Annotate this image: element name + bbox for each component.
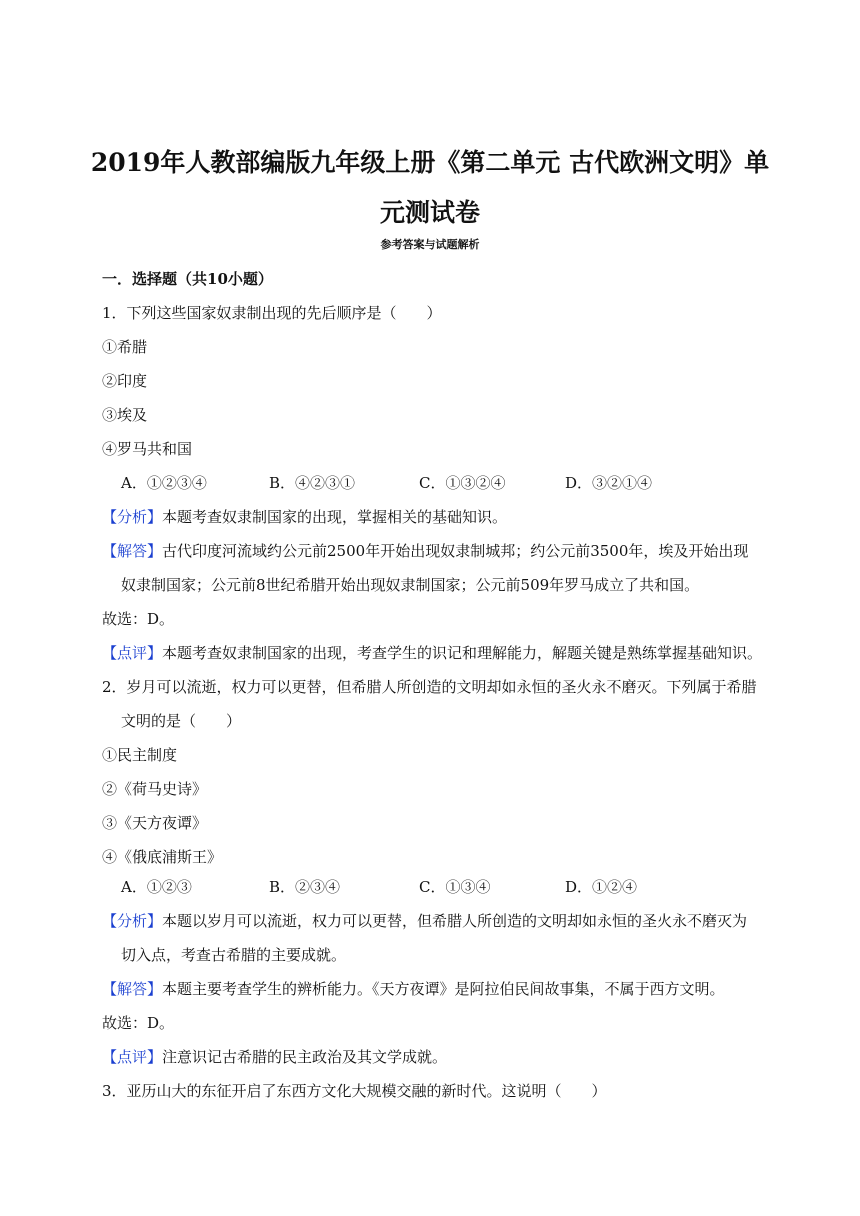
q2-comment [102, 1046, 447, 1067]
q1-stem: 1．下列这些国家奴隶制出现的先后顺序是（ ） [102, 304, 442, 322]
q2-comment-text: 注意识记古希腊的民主政治及其文学成就。 [162, 1048, 448, 1066]
title-line-1: 2019年人教部编版九年级上册《第二单元 古代欧洲文明》单 [90, 148, 770, 177]
q2-analysis-cont: 切入点，考查古希腊的主要成就。 [121, 946, 347, 964]
q2-item-3: ③《天方夜谭》 [102, 814, 208, 832]
q2-item-2: ②《荷马史诗》 [102, 780, 208, 798]
q1-analysis-text: 本题考查奴隶制国家的出现，掌握相关的基础知识。 [162, 508, 508, 526]
q1-option-b: B．④②③① [269, 474, 356, 492]
document-title [60, 138, 800, 238]
q1-analysis [102, 506, 507, 527]
section-heading: 一．选择题（共10小题） [102, 270, 273, 288]
q1-answer [102, 540, 748, 561]
q1-comment [102, 642, 762, 663]
q2-choice: 故选：D。 [102, 1014, 175, 1032]
q2-item-1: ①民主制度 [102, 746, 178, 764]
q1-item-3: ③埃及 [102, 406, 148, 424]
answer-tag: 【解答】 [102, 542, 163, 560]
q2-option-a: A．①②③ [121, 878, 192, 896]
q1-option-a: A．①②③④ [121, 474, 207, 492]
q1-item-2: ②印度 [102, 372, 148, 390]
q2-analysis [102, 910, 747, 931]
q2-option-c: C．①③④ [419, 878, 491, 896]
comment-tag: 【点评】 [102, 644, 163, 662]
q1-answer-text: 古代印度河流域约公元前2500年开始出现奴隶制城邦；约公元前3500年，埃及开始出现 [162, 542, 749, 560]
q2-answer-text: 本题主要考查学生的辨析能力。《天方夜谭》是阿拉伯民间故事集，不属于西方文明。 [162, 980, 725, 998]
analysis-tag: 【分析】 [102, 508, 163, 526]
q2-option-b: B．②③④ [269, 878, 341, 896]
q1-option-c: C．①③②④ [419, 474, 506, 492]
title-line-2: 元测试卷 [379, 198, 480, 227]
document-subtitle: 参考答案与试题解析 [380, 238, 480, 251]
q1-answer-cont: 奴隶制国家；公元前8世纪希腊开始出现奴隶制国家；公元前509年罗马成立了共和国。 [121, 576, 700, 594]
q3-stem: 3．亚历山大的东征开启了东西方文化大规模交融的新时代。这说明（ ） [102, 1082, 607, 1100]
analysis-tag: 【分析】 [102, 912, 163, 930]
q1-item-1: ①希腊 [102, 338, 148, 356]
q1-option-d: D．③②①④ [565, 474, 653, 492]
q2-item-4: ④《俄底浦斯王》 [102, 848, 223, 866]
q2-stem-cont: 文明的是（ ） [121, 712, 242, 730]
q1-item-4: ④罗马共和国 [102, 440, 193, 458]
q2-stem: 2．岁月可以流逝，权力可以更替，但希腊人所创造的文明却如永恒的圣火永不磨灭。下列属于希腊 [102, 678, 757, 696]
q1-choice: 故选：D。 [102, 610, 175, 628]
answer-tag: 【解答】 [102, 980, 163, 998]
q2-answer [102, 978, 725, 999]
q1-comment-text: 本题考查奴隶制国家的出现，考查学生的识记和理解能力，解题关键是熟练掌握基础知识。 [162, 644, 763, 662]
q2-analysis-text: 本题以岁月可以流逝，权力可以更替，但希腊人所创造的文明却如永恒的圣火永不磨灭为 [162, 912, 748, 930]
comment-tag: 【点评】 [102, 1048, 163, 1066]
q2-option-d: D．①②④ [565, 878, 638, 896]
